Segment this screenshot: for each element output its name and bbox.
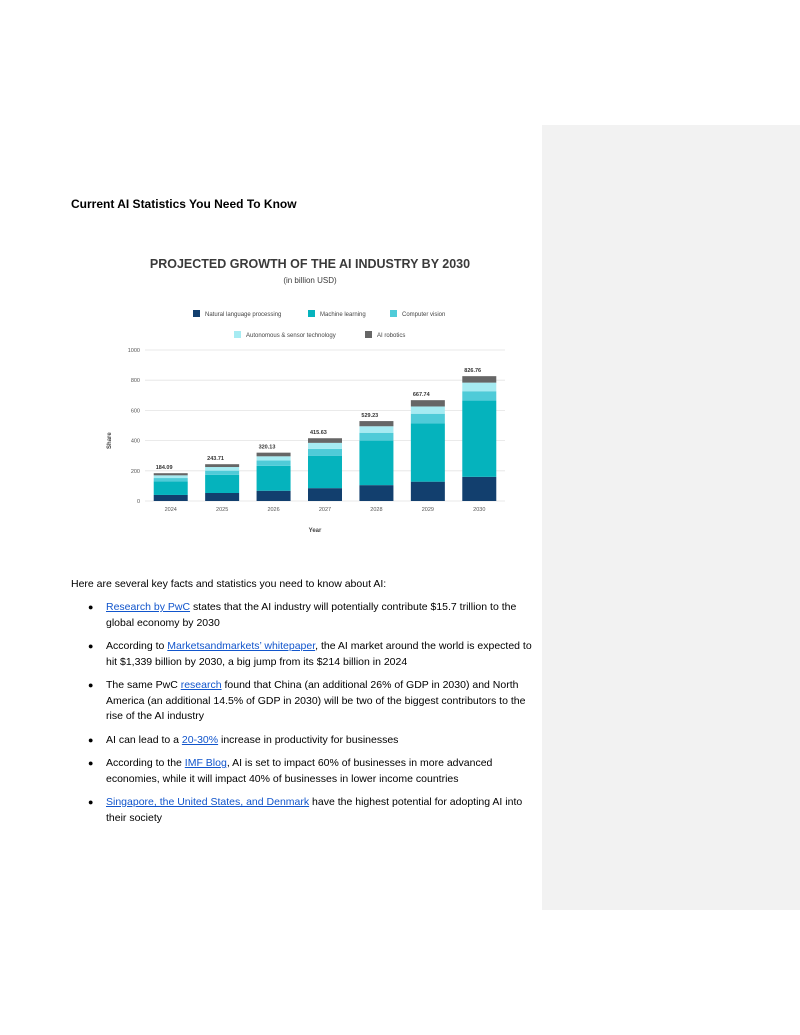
bar-segment	[308, 456, 342, 488]
facts-list	[88, 600, 538, 834]
list-item	[88, 733, 538, 749]
y-tick-label: 200	[130, 468, 140, 475]
list-item-text: increase in productivity for businesses	[218, 733, 399, 746]
x-tick-label: 2025	[216, 507, 229, 513]
source-link[interactable]: 20-30%	[181, 733, 219, 746]
bar-segment	[462, 477, 496, 501]
list-item-text: states that the AI industry will potentially contribute $15.7 trillion to the global economy by 2030	[106, 601, 517, 629]
bar-segment	[359, 426, 393, 432]
source-link[interactable]: Singapore, the United States, and Denmark	[106, 796, 310, 808]
ai-growth-chart	[100, 248, 520, 543]
x-tick-label: 2029	[421, 507, 434, 513]
y-tick-label: 400	[130, 438, 140, 445]
source-link[interactable]: Research by PwC	[106, 601, 191, 613]
source-link[interactable]: research	[180, 679, 222, 691]
bar-segment	[359, 421, 393, 426]
bar-segment	[462, 376, 496, 382]
bar-total-label: 184.09	[155, 465, 173, 472]
bar-segment	[205, 467, 239, 471]
bar-total-label: 667.74	[412, 392, 430, 399]
list-item	[88, 678, 538, 725]
bullet-dot-icon: ●	[88, 641, 94, 651]
list-item-text: The same PwC	[106, 679, 181, 691]
x-axis-label: Year	[308, 528, 322, 534]
bar-segment	[257, 466, 291, 491]
source-link[interactable]: IMF Blog	[184, 757, 227, 769]
bar-total-label: 529.23	[361, 413, 379, 420]
bar-segment	[205, 493, 239, 501]
y-tick-label: 600	[130, 408, 140, 415]
bar-segment	[462, 391, 496, 400]
bar-segment	[308, 449, 342, 456]
bar-segment	[462, 383, 496, 392]
comment-pane	[542, 125, 800, 910]
bar-segment	[154, 475, 188, 478]
legend-swatch	[234, 331, 241, 338]
bar-segment	[154, 481, 188, 495]
section-heading: Current AI Statistics You Need To Know	[71, 197, 297, 211]
bullet-dot-icon: ●	[88, 758, 94, 768]
legend-label: AI robotics	[377, 333, 406, 339]
bar-segment	[154, 478, 188, 481]
bullet-dot-icon: ●	[88, 734, 94, 745]
bullet-dot-icon: ●	[88, 602, 94, 612]
bar-segment	[411, 406, 445, 413]
bar-segment	[411, 414, 445, 424]
bar-total-label: 320.13	[258, 444, 276, 451]
list-item	[88, 756, 538, 787]
chart-svg	[100, 248, 520, 543]
bullet-dot-icon: ●	[88, 797, 94, 807]
list-item	[88, 639, 538, 670]
bar-segment	[411, 424, 445, 482]
chart-title: PROJECTED GROWTH OF THE AI INDUSTRY BY 2030	[149, 257, 471, 271]
legend-label: Computer vision	[402, 312, 446, 318]
bar-segment	[257, 453, 291, 457]
list-item-text: found that China (an additional 26% of GDP in 2030) and North America (an additional 14.5% of GDP in 2030) will be two of the biggest contributors to the rise of the AI industry	[106, 679, 526, 722]
bar-segment	[205, 471, 239, 475]
x-tick-label: 2024	[164, 507, 177, 513]
bar-segment	[462, 401, 496, 477]
x-tick-label: 2028	[370, 507, 383, 513]
chart-subtitle: (in billion USD)	[283, 276, 337, 285]
list-item	[88, 795, 538, 826]
legend-swatch	[390, 310, 397, 317]
list-item-text: According to the	[106, 757, 185, 769]
list-item	[88, 600, 538, 631]
list-item-text: , AI is set to impact 60% of businesses in more advanced economies, while it will impact 40% of businesses in lower income countries	[106, 757, 493, 785]
y-tick-label: 800	[130, 378, 140, 385]
x-tick-label: 2027	[318, 507, 332, 513]
list-item-text: have the highest potential for adopting AI into their society	[106, 796, 523, 824]
bar-total-label: 243.71	[207, 456, 224, 463]
bar-segment	[308, 488, 342, 501]
legend-label: Machine learning	[320, 312, 366, 318]
y-tick-label: 0	[136, 499, 140, 505]
bar-segment	[308, 443, 342, 449]
y-axis-label: Share	[107, 432, 113, 449]
bar-segment	[154, 473, 188, 475]
list-item-text: According to	[106, 640, 168, 652]
source-link[interactable]: Marketsandmarkets’ whitepaper	[167, 640, 316, 652]
bar-segment	[411, 482, 445, 501]
bar-segment	[308, 438, 342, 443]
bar-segment	[205, 475, 239, 493]
legend-label: Autonomous & sensor technology	[246, 333, 336, 339]
bar-segment	[359, 441, 393, 486]
bar-segment	[359, 485, 393, 501]
bullet-dot-icon: ●	[88, 680, 94, 690]
list-item-text: , the AI market around the world is expected to hit $1,339 billion by 2030, a big jump from its $214 billion in 2024	[106, 640, 532, 668]
bar-segment	[411, 400, 445, 406]
x-tick-label: 2030	[473, 507, 486, 513]
bar-segment	[205, 464, 239, 467]
legend-swatch	[308, 310, 315, 317]
bar-total-label: 415.63	[310, 430, 327, 437]
bar-segment	[154, 495, 188, 501]
legend-label: Natural language processing	[205, 312, 282, 318]
bar-segment	[257, 456, 291, 460]
x-tick-label: 2026	[267, 507, 280, 513]
y-tick-label: 1000	[127, 348, 140, 354]
intro-paragraph: Here are several key facts and statistics you need to know about AI:	[71, 578, 387, 590]
list-item-text: AI can lead to a	[106, 733, 182, 746]
bar-total-label: 826.76	[464, 368, 482, 375]
legend-swatch	[193, 310, 200, 317]
bar-segment	[257, 491, 291, 501]
bar-segment	[257, 461, 291, 466]
legend-swatch	[365, 331, 372, 338]
bar-segment	[359, 433, 393, 441]
